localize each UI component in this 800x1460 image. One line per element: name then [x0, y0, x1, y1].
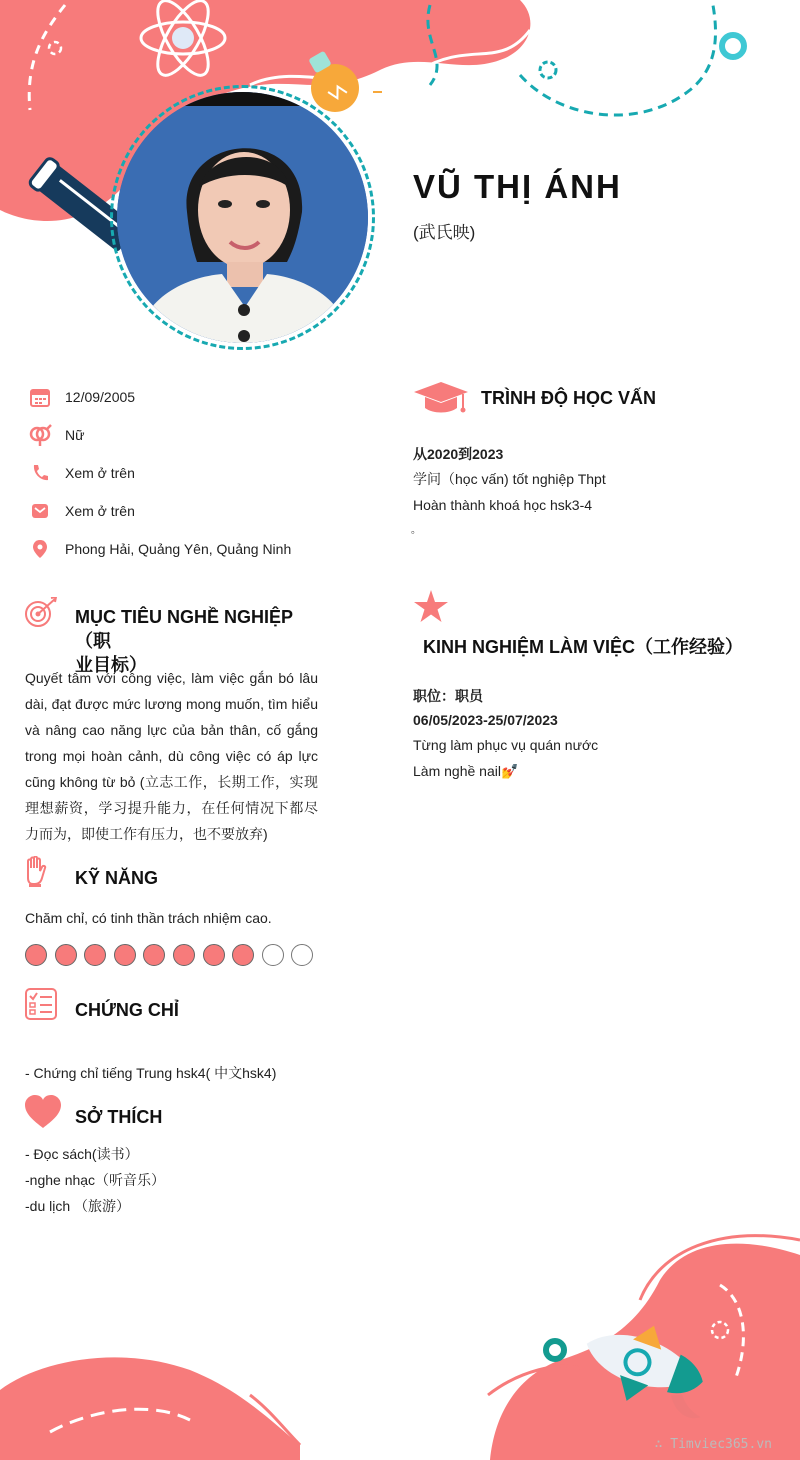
education-line3: 。: [411, 525, 421, 536]
skill-dot-filled: [25, 944, 47, 966]
contact-phone: [28, 458, 358, 488]
experience-position: 职位：职员: [413, 688, 483, 704]
candidate-name: VŨ THỊ ÁNH: [413, 168, 622, 205]
calendar-icon: [28, 386, 52, 408]
checklist-icon: [25, 988, 57, 1025]
skill-dot-filled: [173, 944, 195, 966]
skill-dot-empty: [291, 944, 313, 966]
address-text: Phong Hải, Quảng Yên, Quảng Ninh: [65, 541, 292, 557]
target-icon: [24, 597, 58, 634]
objective-title-line1: MỤC TIÊU NGHỀ NGHIỆP（职: [75, 607, 294, 651]
graduation-cap-icon: [413, 380, 469, 421]
objective-title-line2: 业目标）: [75, 655, 147, 675]
objective-line: cũng không từ bỏ (立志工作，长期工作，实现: [25, 774, 318, 790]
email-icon: [28, 500, 52, 522]
hobby-item: -nghe nhạc（听音乐）: [25, 1172, 166, 1188]
skills-title: KỸ NĂNG: [75, 868, 159, 888]
skill-rating: [25, 944, 313, 966]
skill-dot-filled: [232, 944, 254, 966]
phone-text: Xem ở trên: [65, 465, 135, 481]
birthdate-text: 12/09/2005: [65, 389, 136, 405]
hobbies-title: SỞ THÍCH: [75, 1107, 163, 1127]
contact-birthdate: [28, 382, 358, 412]
objective-line: Quyết tâm với công việc, làm việc gắn bó lâu: [25, 670, 318, 686]
hobbies-list: [25, 1141, 165, 1219]
education-period: 从2020到2023: [413, 446, 504, 462]
skill-dot-filled: [84, 944, 106, 966]
location-icon: [28, 538, 52, 560]
hand-icon: [25, 856, 47, 893]
skill-dot-filled: [143, 944, 165, 966]
contact-address: [28, 534, 358, 564]
objective-line: và nâng cao năng lực của bản thân, cố gắng: [25, 722, 318, 738]
email-text: Xem ở trên: [65, 503, 135, 519]
contact-email: [28, 496, 358, 526]
skill-dot-filled: [114, 944, 136, 966]
experience-line2: Làm nghề nail💅: [413, 763, 519, 779]
teal-ring-decoration: [722, 35, 744, 57]
experience-period: 06/05/2023-25/07/2023: [413, 712, 558, 728]
objective-line: 力而为，即使工作有压力，也不要放弃): [25, 826, 268, 842]
gender-icon: [28, 424, 52, 446]
skills-text: Chăm chỉ, có tinh thần trách nhiệm cao.: [25, 910, 272, 926]
skill-dot-filled: [203, 944, 225, 966]
hobby-item: -du lịch （旅游）: [25, 1198, 131, 1214]
certificates-title: CHỨNG CHỈ: [75, 1000, 179, 1020]
phone-icon: [28, 462, 52, 484]
candidate-alt-name: (武氏映): [413, 223, 476, 242]
bottom-left-blob: [0, 1357, 300, 1460]
skill-dot-filled: [55, 944, 77, 966]
gender-text: Nữ: [65, 427, 85, 443]
certificate-item: - Chứng chỉ tiếng Trung hsk4( 中文hsk4): [25, 1065, 277, 1081]
objective-text: [25, 665, 318, 847]
experience-line1: Từng làm phục vụ quán nước: [413, 737, 599, 753]
star-icon: [414, 590, 448, 628]
experience-title: KINH NGHIỆM LÀM VIỆC（工作经验）: [423, 637, 744, 657]
education-line2: Hoàn thành khoá học hsk3-4: [413, 497, 593, 513]
objective-line: 理想薪资，学习提升能力，在任何情况下都尽: [25, 800, 318, 816]
profile-photo: [117, 92, 368, 343]
education-line1: 学问（học vấn) tốt nghiệp Thpt: [413, 471, 606, 487]
heart-icon: [24, 1095, 62, 1134]
hobby-item: - Đọc sách(读书）: [25, 1146, 139, 1162]
objective-line: trong mọi hoàn cảnh, dù công việc có áp lực: [25, 748, 318, 764]
objective-line: dài, đạt được mức lương mong muốn, tìm hiểu: [25, 696, 318, 712]
contact-gender: [28, 420, 358, 450]
education-title: TRÌNH ĐỘ HỌC VẤN: [481, 388, 656, 408]
footer-brand: ∴ Timviec365.vn: [654, 1437, 772, 1452]
skill-dot-empty: [262, 944, 284, 966]
